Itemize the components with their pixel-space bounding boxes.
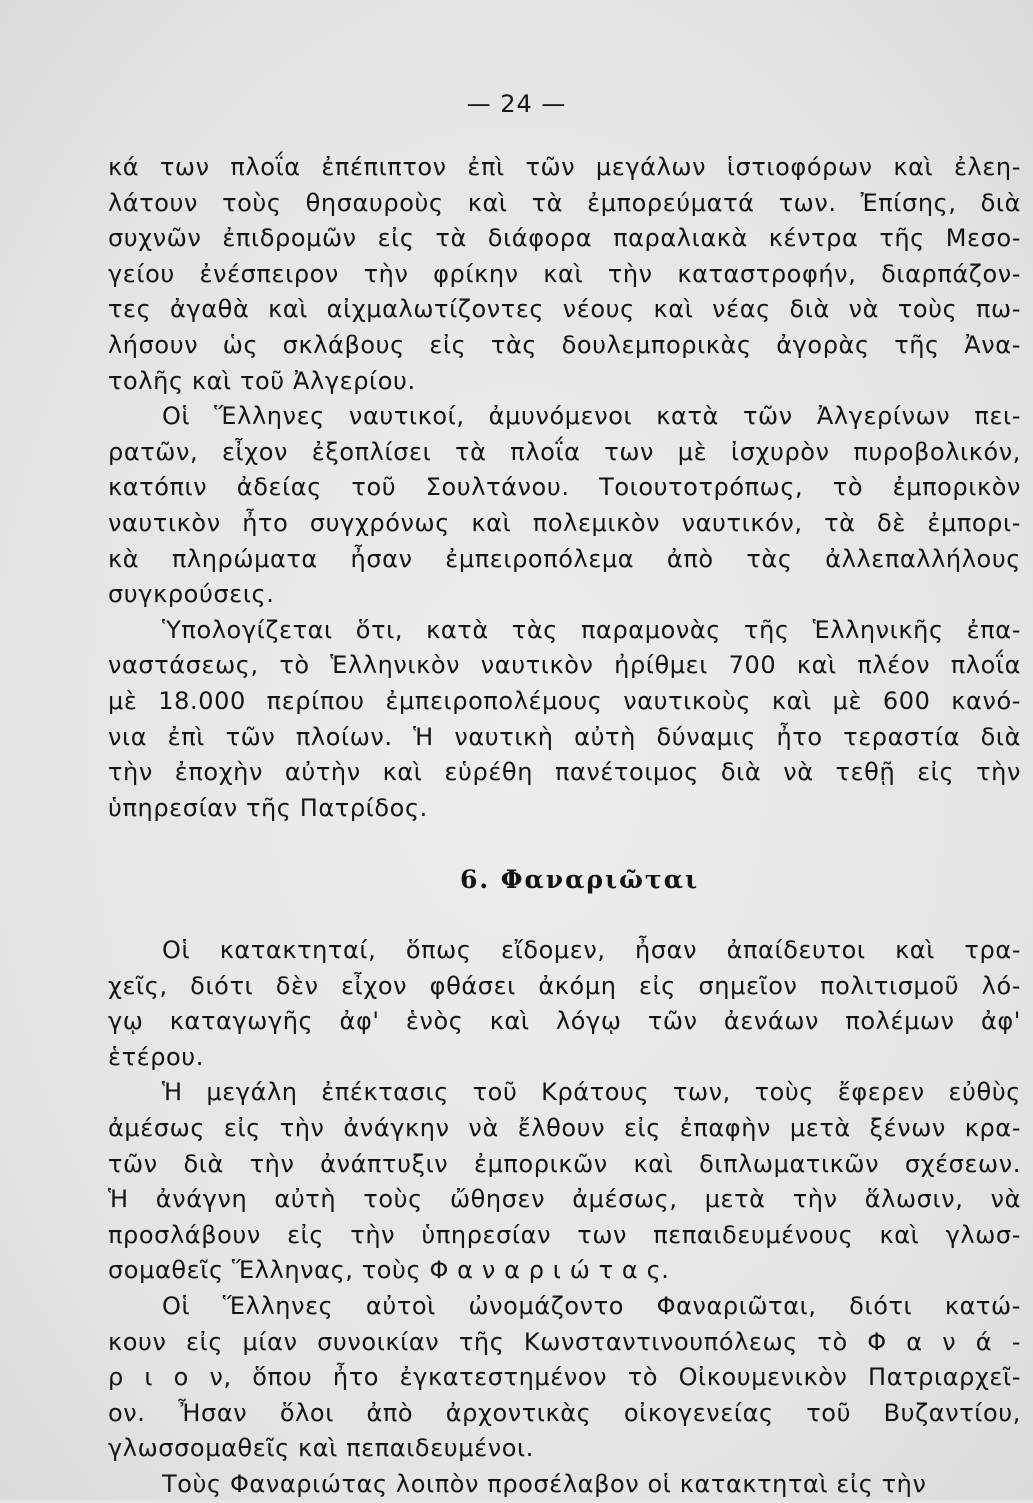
text-line: ναυτικὸν ἦτο συγχρόνως καὶ πολεμικὸν ναυτικόν, τὰ δὲ ἐμπορι-: [108, 508, 1021, 537]
text-line: Τοὺς Φαναριώτας λοιπὸν προσέλαβον οἱ κατακτηταὶ εἰς τὴν: [162, 1469, 927, 1498]
text-line: Ἡ μεγάλη ἐπέκτασις τοῦ Κράτους των, τοὺς ἔφερεν εὐθὺς: [162, 1078, 1021, 1107]
text-line: ὑπηρεσίαν τῆς Πατρίδος.: [108, 793, 428, 822]
text-line: ἑτέρου.: [108, 1042, 205, 1071]
text-line: Οἱ κατακτηταί, ὅπως εἴδομεν, ἦσαν ἀπαίδευτοι καὶ τρα-: [162, 936, 1021, 965]
text-line: ον. Ἦσαν ὅλοι ἀπὸ ἀρχοντικὰς οἰκογενείας τοῦ Βυζαντίου,: [108, 1398, 1021, 1427]
text-line: κουν εἰς μίαν συνοικίαν τῆς Κωνσταντινουπόλεως τὸ Φ α ν ά -: [108, 1327, 1021, 1356]
text-line: Οἱ Ἕλληνες αὐτοὶ ὠνομάζοντο Φαναριῶται, διότι κατώ-: [162, 1292, 1021, 1320]
text-line: προσλάβουν εἰς τὴν ὑπηρεσίαν των πεπαιδευμένους καὶ γλωσ-: [108, 1220, 1021, 1249]
text-line: γείου ἐνέσπειρον τὴν φρίκην καὶ τὴν καταστροφήν, διαρπάζον-: [108, 259, 1021, 288]
text-line: τες ἀγαθὰ καὶ αἰχμαλωτίζοντες νέους καὶ νέας διὰ νὰ τοὺς πω-: [108, 295, 1021, 324]
paragraph: [108, 933, 1021, 1075]
text-line: νια ἐπὶ τῶν πλοίων. Ἡ ναυτικὴ αὐτὴ δύναμις ἦτο τεραστία διὰ: [108, 722, 1021, 751]
text-line: Ἡ ἀνάγνη αὐτὴ τοὺς ὤθησεν ἀμέσως, μετὰ τὴν ἅλωσιν, νὰ: [108, 1185, 1021, 1214]
text-line: σομαθεῖς Ἕλληνας, τοὺς Φ α ν α ρ ι ώ τ α ς.: [108, 1256, 670, 1285]
paragraph: [108, 150, 1021, 399]
text-line: ἀμέσως εἰς τὴν ἀνάγκην νὰ ἔλθουν εἰς ἐπαφὴν μετὰ ξένων κρα-: [108, 1114, 1021, 1143]
paragraph: [108, 399, 1021, 613]
text-line: Οἱ Ἕλληνες ναυτικοί, ἀμυνόμενοι κατὰ τῶν Ἀλγερίνων πει-: [162, 402, 1021, 431]
text-line: τὴν ἐποχὴν αὐτὴν καὶ εὑρέθη πανέτοιμος διὰ νὰ τεθῇ εἰς τὴν: [108, 758, 1021, 787]
section-before-heading: [108, 150, 1021, 826]
text-line: συγκρούσεις.: [108, 580, 275, 609]
text-line: τολῆς καὶ τοῦ Ἀλγερίου.: [108, 366, 416, 395]
text-line: μὲ 18.000 περίπου ἐμπειροπολέμους ναυτικοὺς καὶ μὲ 600 κανό-: [108, 686, 1021, 715]
paragraph: [108, 1075, 1021, 1289]
text-line: χεῖς, διότι δὲν εἶχον φθάσει ἀκόμη εἰς σημεῖον πολιτισμοῦ λό-: [108, 971, 1021, 1000]
paragraph: [108, 1467, 1021, 1503]
text-line: λάτουν τοὺς θησαυροὺς καὶ τὰ ἐμπορεύματά των. Ἐπίσης, διὰ: [108, 188, 1021, 217]
section-heading: 6. Φαναριῶται: [459, 864, 700, 894]
text-line: τῶν διὰ τὴν ἀνάπτυξιν ἐμπορικῶν καὶ διπλωματικῶν σχέσεων.: [108, 1149, 1021, 1178]
section-after-heading: [108, 933, 1021, 1503]
text-line: κὰ πληρώματα ἦσαν ἐμπειροπόλεμα ἀπὸ τὰς ἀλλεπαλλήλους: [108, 544, 1021, 573]
text-line: κατόπιν ἀδείας τοῦ Σουλτάνου. Τοιουτοτρόπως, τὸ ἐμπορικὸν: [108, 473, 1021, 502]
text-line: γῳ καταγωγῆς ἀφ' ἑνὸς καὶ λόγῳ τῶν ἀενάων πολέμων ἀφ': [108, 1007, 1021, 1036]
text-line: συχνῶν ἐπιδρομῶν εἰς τὰ διάφορα παραλιακὰ κέντρα τῆς Μεσο-: [108, 224, 1021, 253]
paragraph: [108, 613, 1021, 827]
text-line: γλωσσομαθεῖς καὶ πεπαιδευμένοι.: [108, 1434, 534, 1463]
text-line: ναστάσεως, τὸ Ἑλληνικὸν ναυτικὸν ἠρίθμει 700 καὶ πλέον πλοΐα: [108, 651, 1021, 680]
body-text: [108, 150, 1021, 1503]
text-line: ρατῶν, εἶχον ἐξοπλίσει τὰ πλοΐα των μὲ ἰσχυρὸν πυροβολικόν,: [108, 437, 1021, 466]
text-line: Ὑπολογίζεται ὅτι, κατὰ τὰς παραμονὰς τῆς Ἑλληνικῆς ἐπα-: [162, 615, 1021, 644]
text-line: λήσουν ὡς σκλάβους εἰς τὰς δουλεμπορικὰς ἀγορὰς τῆς Ἀνα-: [108, 330, 1021, 359]
text-line: κά των πλοΐα ἐπέπιπτον ἐπὶ τῶν μεγάλων ἱστιοφόρων καὶ ἐλεη-: [108, 153, 1021, 181]
page-number: — 24 —: [466, 90, 567, 118]
paragraph: [108, 1289, 1021, 1467]
text-line: ρ ι ο ν, ὅπου ἦτο ἐγκατεστημένον τὸ Οἰκουμενικὸν Πατριαρχεῖ-: [108, 1363, 1021, 1392]
